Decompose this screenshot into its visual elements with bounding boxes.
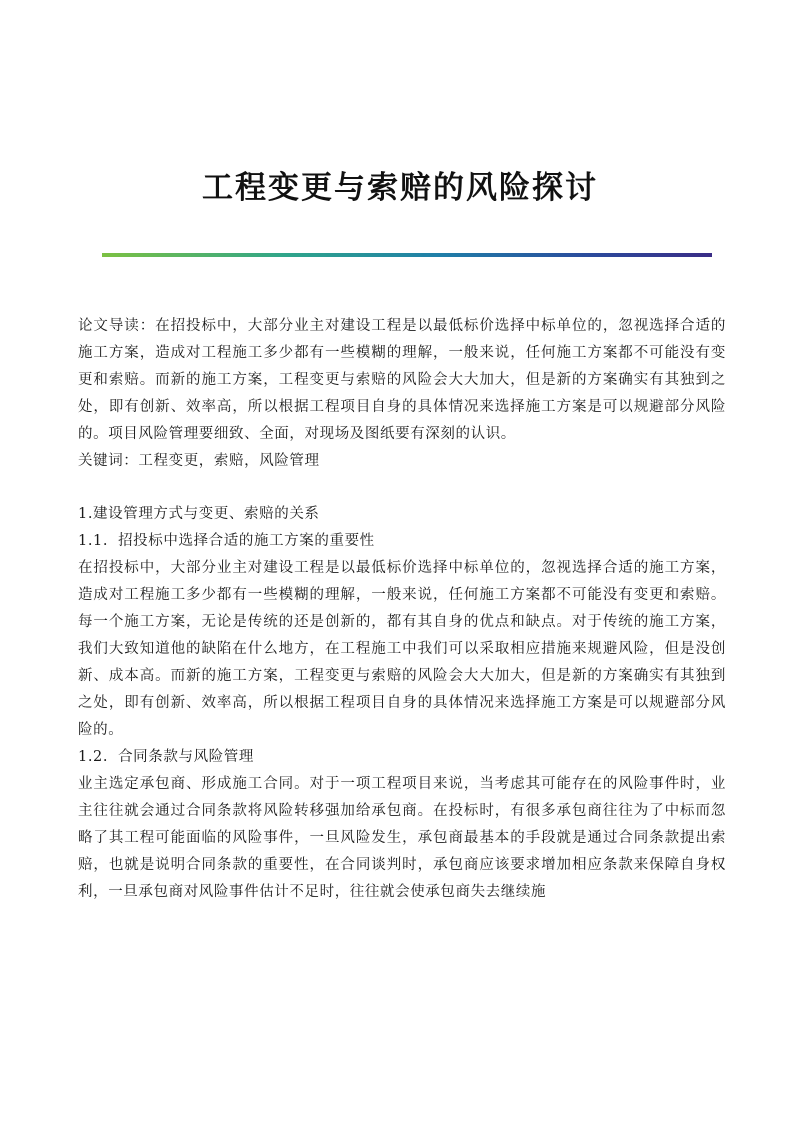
- keywords-line: 关键词：工程变更，索赔，风险管理: [78, 453, 320, 469]
- section-1-1-heading: [78, 528, 726, 555]
- section-1-2-heading: [78, 744, 726, 771]
- section-1-1-paragraph: 在招投标中，大部分业主对建设工程是以最低标价选择中标单位的，忽视选择合适的施工方案，造成对工程施工多少都有一些模糊的理解，一般来说，任何施工方案都不可能没有变更和索赔。每一个施工方案，无论是传统的还是创新的，都有其自身的优点和缺点。对于传统的施工方案，我们大致知道他的缺陷在什么地方，在工程施工中我们可以采取相应措施来规避风险，但是没创新、成本高。而新的施工方案，工程变更与索赔的风险会大大加大，但是新的方案确实有其独到之处，即有创新、效率高，所以根据工程项目自身的具体情况来选择施工方案是可以规避部分风险的。: [78, 560, 726, 738]
- section-1-2-title: 合同条款与风险管理: [118, 749, 254, 765]
- abstract-paragraph: 论文导读：在招投标中，大部分业主对建设工程是以最低标价选择中标单位的，忽视选择合适的施工方案，造成对工程施工多少都有一些模糊的理解，一般来说，任何施工方案都不可能没有变更和索赔。而新的施工方案，工程变更与索赔的风险会大大加大，但是新的方案确实有其独到之处，即有创新、效率高，所以根据工程项目自身的具体情况来选择施工方案是可以规避部分风险的。项目风险管理要细致、全面，对现场及图纸要有深刻的认识。: [78, 318, 726, 442]
- document-body: [78, 313, 726, 906]
- document-title: 工程变更与索赔的风险探讨: [202, 170, 598, 206]
- section-1-heading: 1.建设管理方式与变更、索赔的关系: [78, 506, 320, 522]
- section-1-1-title: 招投标中选择合适的施工方案的重要性: [118, 533, 375, 549]
- section-1-2-paragraph: 业主选定承包商、形成施工合同。对于一项工程项目来说，当考虑其可能存在的风险事件时，业主往往就会通过合同条款将风险转移强加给承包商。在投标时，有很多承包商往往为了中标而忽略了其工程可能面临的风险事件，一旦风险发生，承包商最基本的手段就是通过合同条款提出索赔，也就是说明合同条款的重要性，在合同谈判时，承包商应该要求增加相应条款来保障自身权利，一旦承包商对风险事件估计不足时，往往就会使承包商失去继续施: [78, 776, 726, 900]
- section-1-2-number: 1.2.: [78, 749, 109, 765]
- section-spacer: [78, 475, 726, 501]
- title-divider: [102, 253, 712, 257]
- section-1-1-number: 1.1.: [78, 533, 109, 549]
